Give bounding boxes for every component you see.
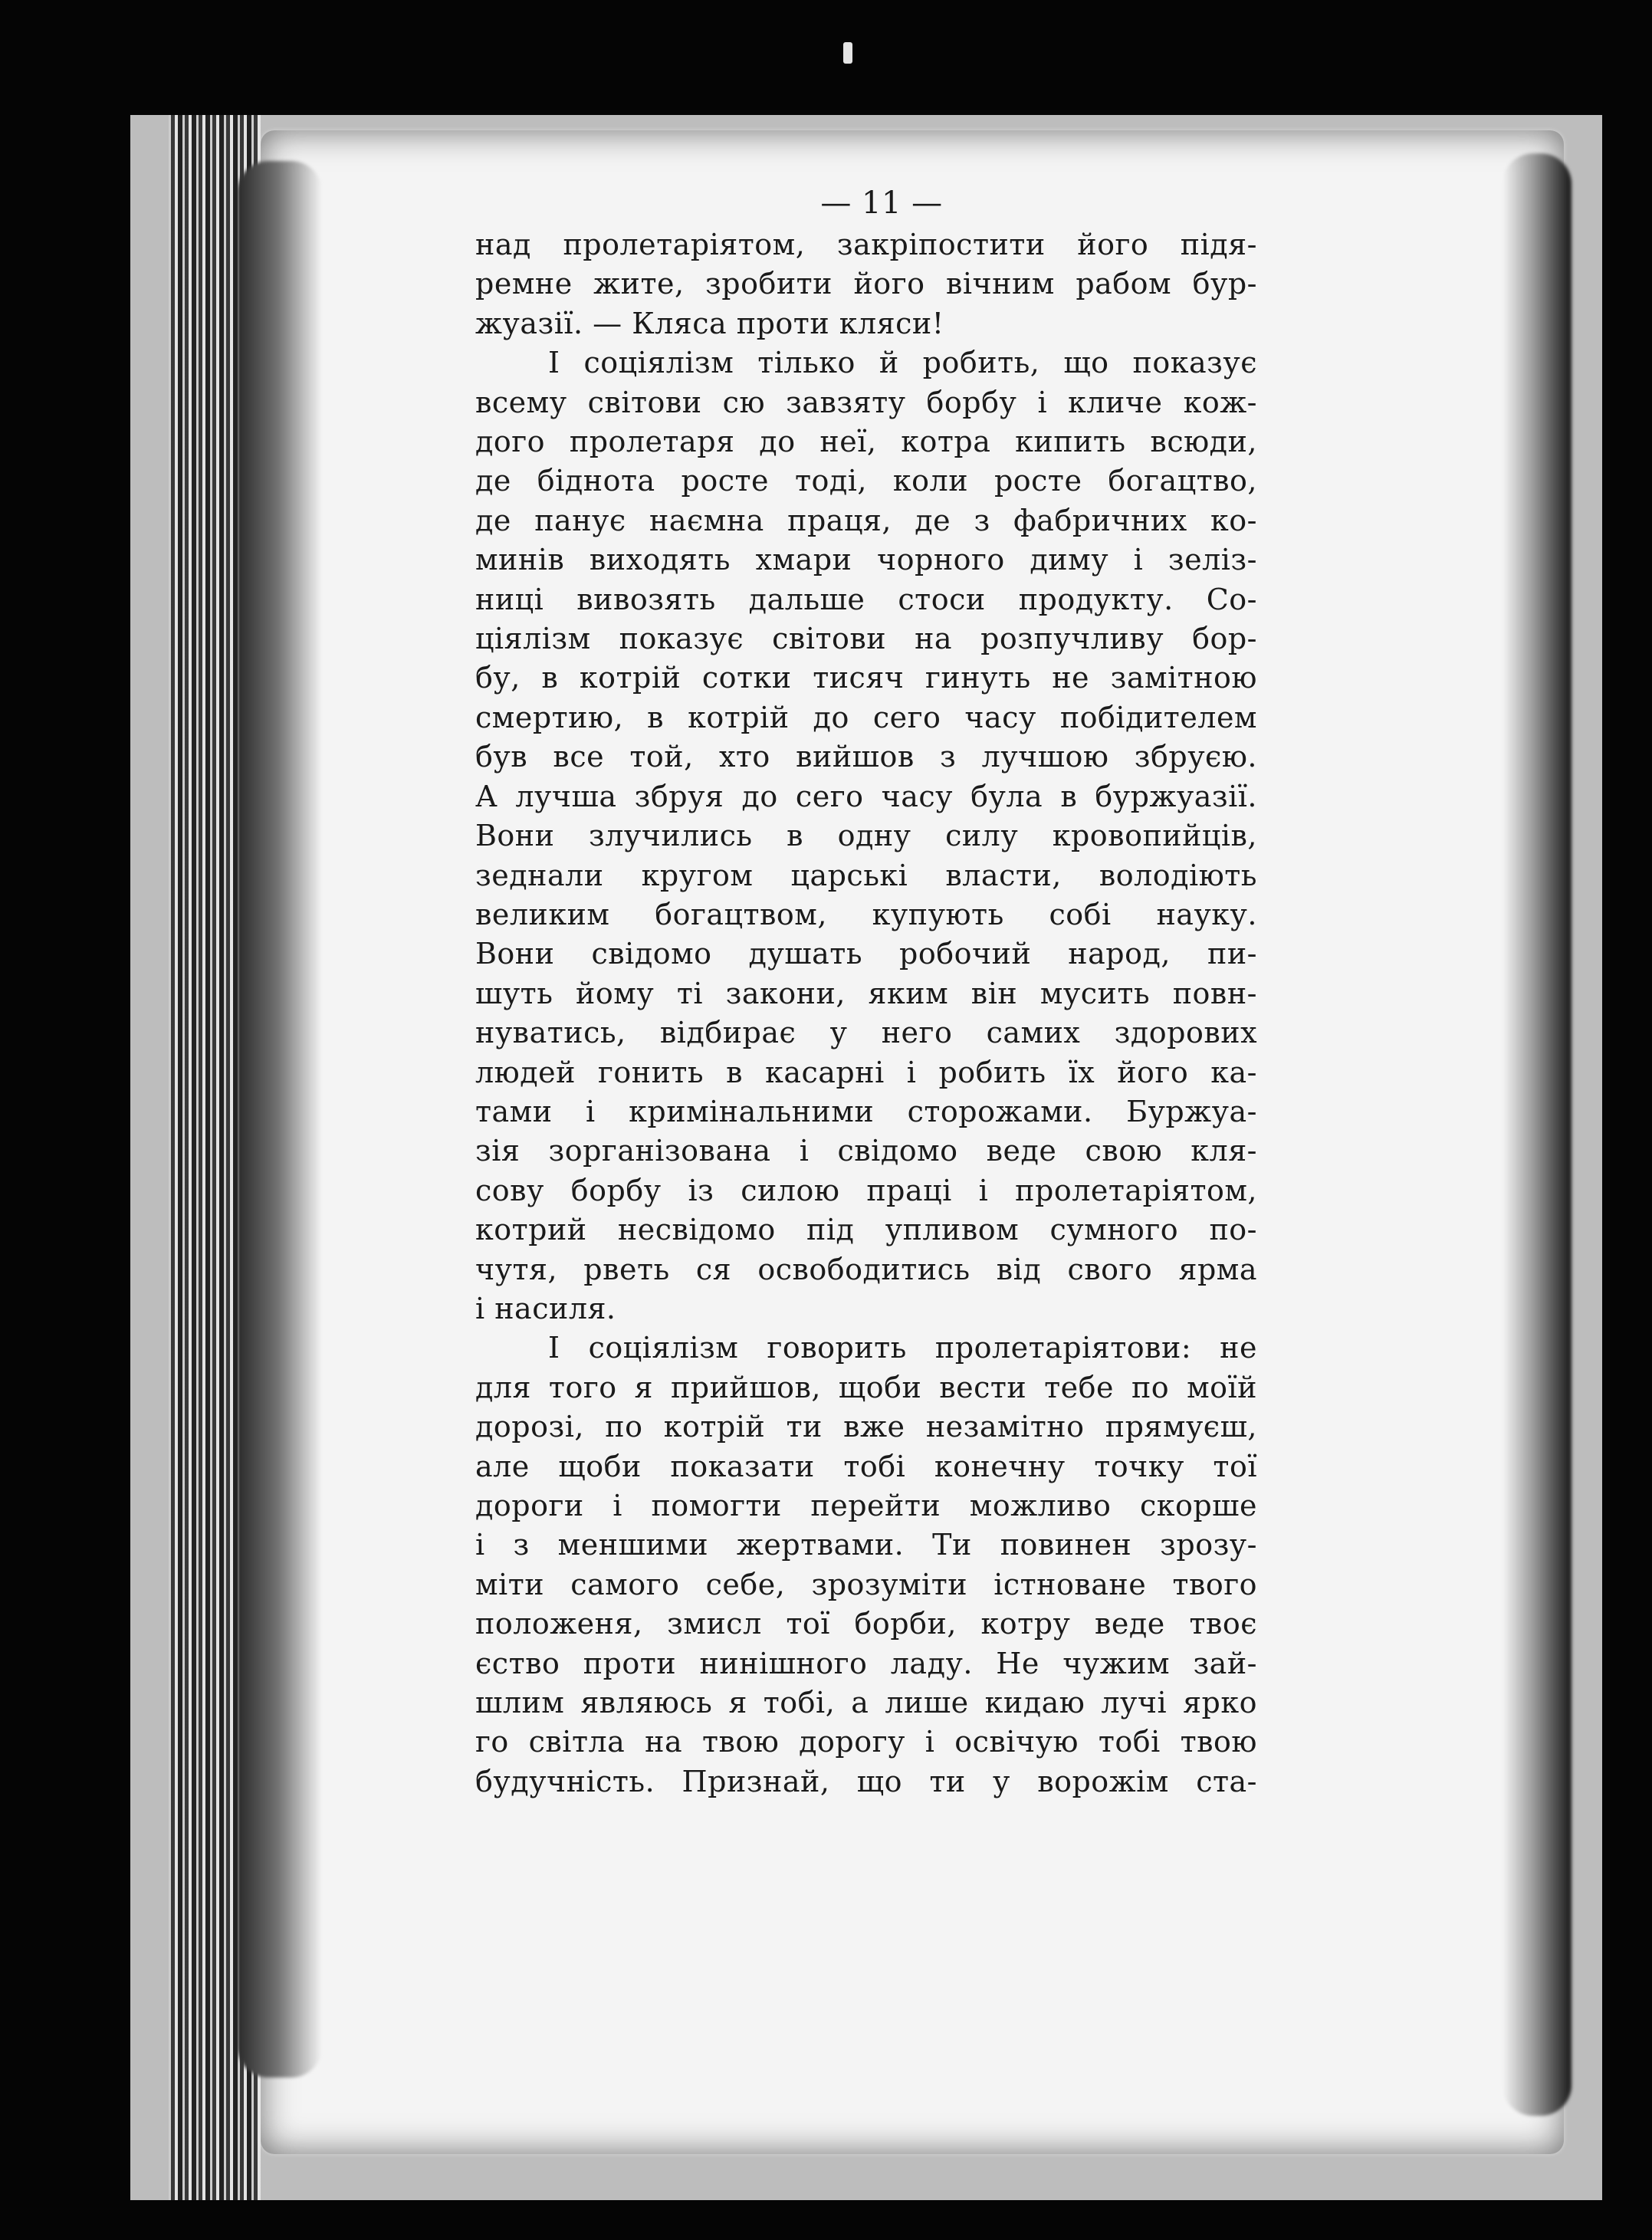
text-line: А лучша збруя до сего часу була в буржуазії. [475, 779, 1257, 813]
scan-artifact-mark [843, 42, 852, 64]
text-line: шуть йому ті закони, яким він мусить повн- [475, 976, 1257, 1010]
text-line: бу, в котрій сотки тисяч гинуть не замітною [475, 661, 1257, 695]
text-line: зеднали кругом царські власти, володіють [475, 858, 1257, 892]
text-line: чутя, рветь ся освободитись від свого ярма [475, 1252, 1257, 1286]
text-lines [475, 225, 1257, 1802]
text-line: жуазії. — Кляса проти кляси! [475, 306, 944, 340]
text-line: де біднота росте тоді, коли росте богацтво, [475, 464, 1257, 498]
text-line: всему світови сю завзяту борбу і кличе кож- [475, 385, 1257, 419]
text-line: І соціялізм говорить пролетаріятови: не [548, 1331, 1257, 1365]
text-line: великим богацтвом, купують собі науку. [475, 897, 1257, 931]
text-line: минів виходять хмари чорного диму і зеліз- [475, 543, 1257, 577]
text-line: го світла на твою дорогу і освічую тобі твою [475, 1725, 1257, 1759]
text-line: шлим являюсь я тобі, а лише кидаю лучі ярко [475, 1686, 1257, 1720]
page-number: — 11 — [820, 186, 943, 221]
text-line: єство проти нинішного ладу. Не чужим зай- [475, 1646, 1257, 1680]
text-line: і з меншими жертвами. Ти повинен зрозу- [475, 1528, 1257, 1562]
text-line: нуватись, відбирає у него самих здорових [475, 1016, 1257, 1050]
text-line: дорозі, по котрій ти вже незамітно прямуєш, [475, 1410, 1257, 1444]
text-line: Вони свідомо душать робочий народ, пи- [475, 937, 1257, 971]
text-line: над пролетаріятом, закріпостити його підя- [475, 228, 1257, 261]
text-line: будучність. Признай, що ти у ворожім ста- [475, 1764, 1257, 1798]
text-line: ниці вивозять дальше стоси продукту. Со- [475, 582, 1257, 616]
page-text [475, 184, 1257, 1802]
text-line: І соціялізм тілько й робить, що показує [548, 346, 1257, 380]
text-line: людей гонить в касарні і робить їх його ка- [475, 1055, 1257, 1089]
text-line: де панує наємна праця, де з фабричних ко- [475, 503, 1257, 537]
text-line: положеня, змисл тої борби, котру веде твоє [475, 1607, 1257, 1641]
text-line: сову борбу із силою праці і пролетаріятом, [475, 1173, 1257, 1207]
text-line: ціялізм показує світови на розпучливу бор- [475, 622, 1257, 656]
text-line: Вони злучились в одну силу кровопийців, [475, 819, 1257, 853]
text-line: дороги і помогти перейти можливо скорше [475, 1489, 1257, 1522]
text-line: для того я прийшов, щоби вести тебе по моїй [475, 1370, 1257, 1404]
text-line: але щоби показати тобі конечну точку тої [475, 1449, 1257, 1483]
text-line: був все той, хто вийшов з лучшою збруєю. [475, 740, 1257, 774]
text-line: дого пролетаря до неї, котра кипить всюди, [475, 425, 1257, 459]
text-line: міти самого себе, зрозуміти істноване твого [475, 1567, 1257, 1601]
text-line: котрий несвідомо під упливом сумного по- [475, 1213, 1257, 1247]
text-line: смертию, в котрій до сего часу побідителем [475, 700, 1257, 734]
text-line: і насиля. [475, 1291, 616, 1325]
text-line: зія зорганізована і свідомо веде свою кля- [475, 1134, 1257, 1168]
text-line: ремне жите, зробити його вічним рабом бур- [475, 267, 1257, 301]
text-line: тами і кримінальними сторожами. Буржуа- [475, 1094, 1257, 1128]
